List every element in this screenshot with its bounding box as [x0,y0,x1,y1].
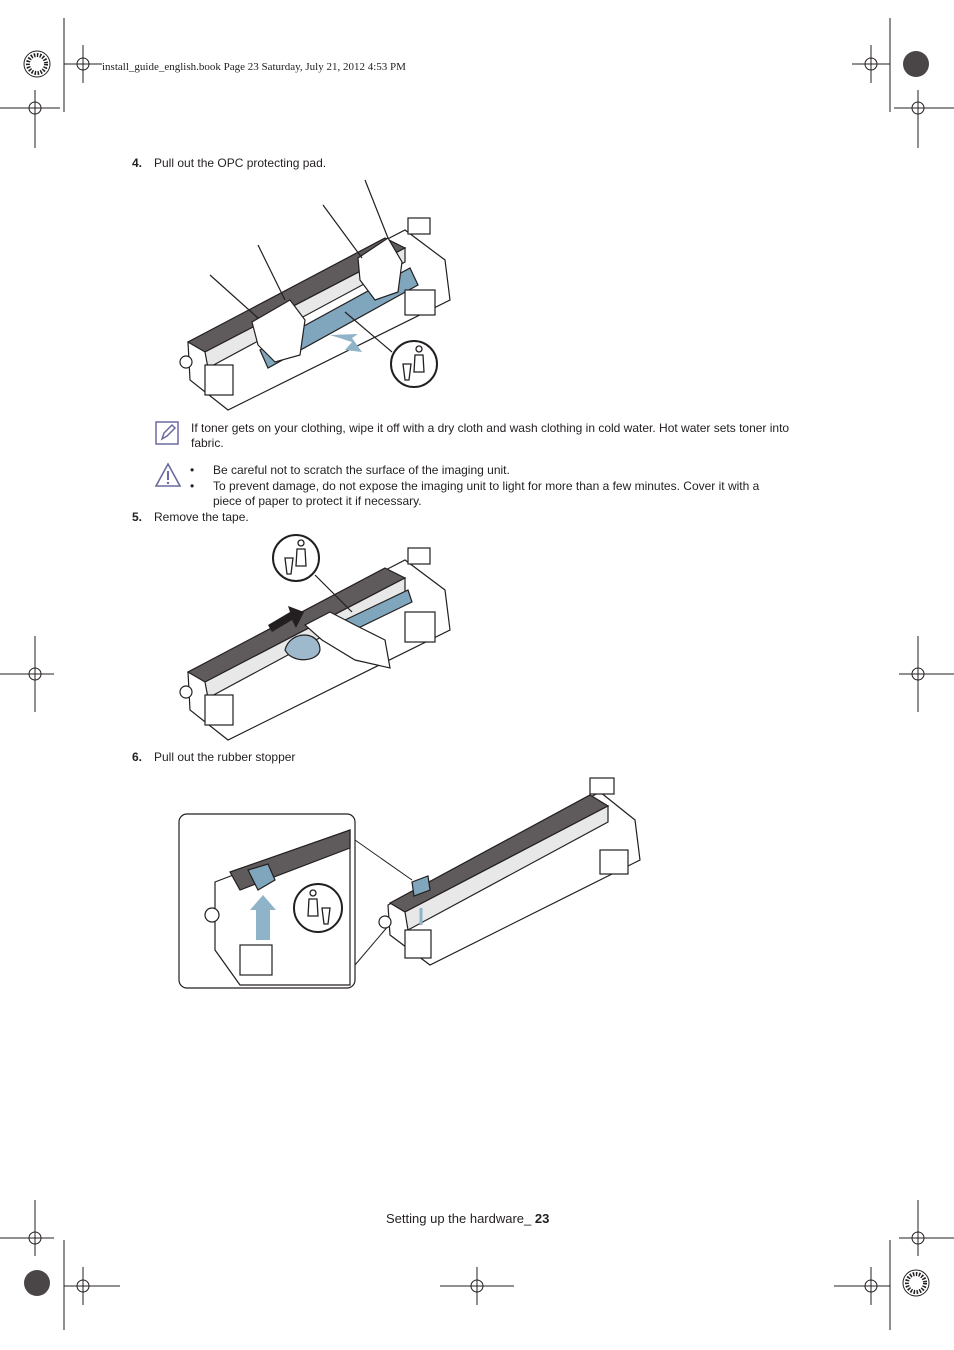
step-text: Pull out the OPC protecting pad. [154,156,327,170]
bullet-mark: • [190,463,195,477]
note-line: fabric. [191,436,224,450]
bullet-line: piece of paper to protect it if necessary. [213,494,422,508]
footer-section: Setting up the hardware_ [386,1211,532,1226]
step-number: 4. [132,156,143,170]
page-number: 23 [534,1211,550,1226]
bullet-mark: • [190,479,195,493]
step-number: 6. [132,750,143,764]
bullet-text: Be careful not to scratch the surface of the imaging unit. [213,463,510,477]
step-number: 5. [132,510,143,524]
page-footer [386,1211,549,1226]
note-line: If toner gets on your clothing, wipe it off with a dry cloth and wash clothing in cold water. Hot water sets toner into [191,421,790,435]
step-text: Pull out the rubber stopper [154,750,296,764]
bullet-line: To prevent damage, do not expose the imaging unit to light for more than a few minutes. Cover it with a [213,479,760,493]
step-text: Remove the tape. [154,510,249,524]
book-header-line: install_guide_english.book Page 23 Saturday, July 21, 2012 4:53 PM [102,61,406,73]
